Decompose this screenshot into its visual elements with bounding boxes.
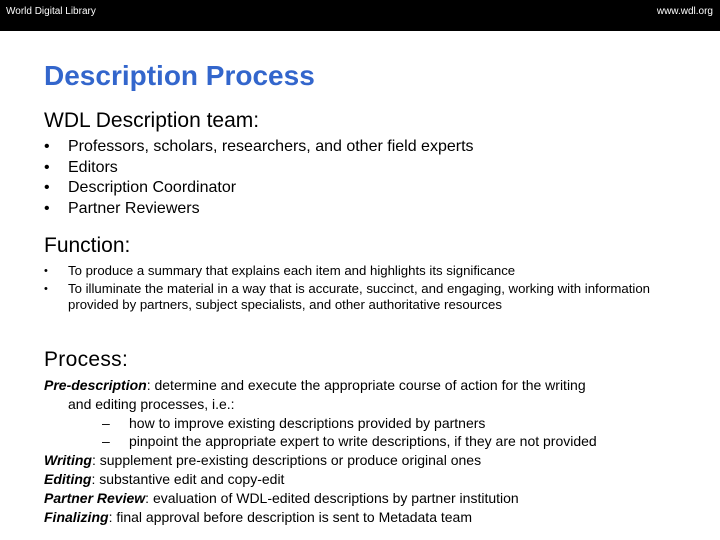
team-heading: WDL Description team: [44,109,260,132]
header-org-name: World Digital Library [6,6,96,17]
process-term: Finalizing [44,508,109,525]
function-list [44,263,694,315]
header-bar [0,0,720,31]
process-step [44,489,704,508]
team-item-text: Editors [68,158,118,176]
process-term: Partner Review [44,489,146,506]
dash-icon: – [102,414,110,431]
slide-title: Description Process [44,60,315,91]
process-text: : substantive edit and copy-edit [91,470,285,487]
process-step [44,508,704,527]
bullet-icon: • [44,265,48,277]
process-block [44,376,704,526]
function-item-text: To illuminate the material in a way that is accurate, succinct, and engaging, working with information provided by partners, subject specialists, and other authoritative resources [68,281,651,312]
bullet-icon: • [44,199,50,217]
process-text: : evaluation of WDL-edited descriptions by partner institution [145,489,519,506]
team-item-text: Description Coordinator [68,179,237,196]
process-term: Pre-description [44,377,147,393]
bullet-icon: • [44,283,48,295]
process-term: Writing [44,452,92,469]
process-text: : determine and execute the appropriate course of action for the writing [146,377,586,393]
process-step [44,451,704,470]
bullet-icon: • [44,138,50,155]
list-item [44,199,684,220]
function-heading: Function: [44,234,131,257]
process-step [44,470,704,489]
list-item [44,137,684,158]
list-item [44,263,694,279]
pre-description-line [44,376,704,395]
dash-icon: – [102,433,110,450]
sub-list-item [44,414,704,433]
list-item [44,178,684,199]
header-website: www.wdl.org [656,6,713,17]
sub-item-text: pinpoint the appropriate expert to write descriptions, if they are not provided [129,433,597,450]
bullet-icon: • [44,179,50,196]
list-item [44,281,694,313]
team-item-text: Professors, scholars, researchers, and other field experts [68,138,474,155]
function-item-text: To produce a summary that explains each item and highlights its significance [68,263,516,278]
team-item-text: Partner Reviewers [68,199,200,217]
team-list [44,137,684,219]
sub-list-item [44,432,704,451]
pre-description-continuation: and editing processes, i.e.: [68,395,235,412]
sub-item-text: how to improve existing descriptions provided by partners [129,414,486,431]
process-text: : final approval before description is sent to Metadata team [108,508,472,525]
process-text: : supplement pre-existing descriptions or produce original ones [91,452,482,469]
list-item [44,158,684,179]
process-term: Editing [44,470,92,487]
process-heading: Process: [44,348,129,371]
bullet-icon: • [44,158,50,176]
